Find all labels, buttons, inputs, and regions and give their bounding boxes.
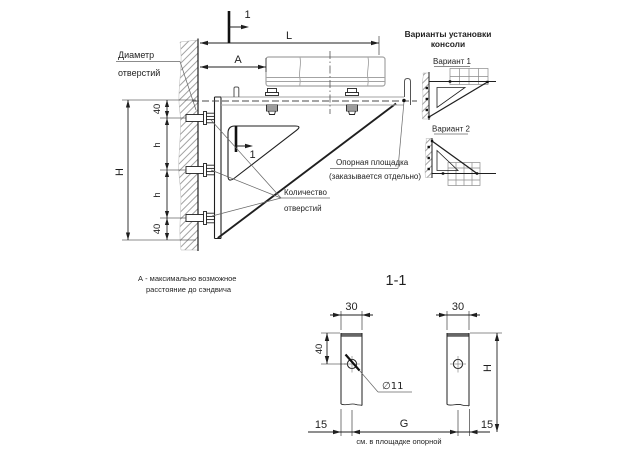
hole-diameter-label-2: отверстий	[118, 68, 161, 78]
section-mark-top	[229, 9, 251, 43]
left-plate-break-line	[341, 404, 362, 406]
support-pad-callout	[329, 99, 421, 181]
arm-bolt-2	[346, 89, 359, 115]
variant-2-diagram	[425, 125, 496, 186]
section-mark-inner	[236, 126, 256, 161]
hole-dia-callout	[360, 371, 413, 393]
section-note: см. в площадке опорной	[356, 437, 442, 446]
main-view	[114, 9, 421, 294]
v1-support-pad-grid	[450, 69, 488, 85]
support-pad-label-1: Опорная площадка	[336, 158, 409, 167]
section-view-1-1	[308, 273, 502, 446]
dim-40-bottom-label: 40	[152, 223, 163, 235]
dim-H-section	[470, 333, 502, 432]
v1-wall	[422, 73, 429, 119]
variant-1-diagram	[422, 57, 496, 120]
dim-15-left-label: 15	[314, 419, 328, 431]
hole-count-label-1: Количество	[284, 188, 327, 197]
section-mark-inner-label: 1	[249, 149, 256, 161]
variants-title-2: консоли	[430, 39, 466, 49]
variant-2-label: Вариант 2	[432, 124, 470, 134]
variants-title-1: Варианты установки	[404, 29, 492, 39]
dim-40-top-label: 40	[152, 103, 163, 115]
section-mark-top-label: 1	[244, 9, 251, 21]
right-plate-break-line	[447, 404, 469, 406]
v2-diagonal	[432, 141, 477, 174]
arm-clamp-bolts	[266, 89, 359, 115]
variants-panel	[405, 29, 496, 186]
section-right-plate	[447, 333, 470, 406]
note-line-2: расстояние до сэндвича	[146, 285, 232, 294]
left-plate-top-edge	[341, 333, 363, 337]
section-title: 1-1	[385, 273, 407, 289]
arm-bolt-1	[266, 89, 279, 115]
dim-h-upper-label: h	[152, 142, 163, 148]
dim-30-left	[330, 301, 373, 330]
dim-H-label: H	[114, 168, 126, 176]
dim-A	[200, 54, 266, 72]
dim-G-label: G	[399, 418, 409, 430]
gusset-cutout	[228, 126, 299, 180]
section-left-plate	[341, 333, 363, 406]
dim-L	[200, 30, 379, 55]
dim-h-lower-label: h	[152, 192, 163, 198]
dim-L-label: L	[285, 30, 293, 42]
hole-count-label-2: отверстий	[284, 204, 322, 213]
pad-left-hook	[234, 87, 239, 97]
dim-40-section-label: 40	[314, 343, 325, 355]
dim-40-section	[314, 333, 347, 364]
leader-dot	[402, 99, 405, 102]
dim-30-right-label: 30	[451, 301, 465, 313]
dim-30-right	[436, 301, 480, 330]
hole-count-callout	[211, 120, 330, 216]
hole-dia-label: ∅11	[382, 381, 404, 392]
note-max-distance	[138, 274, 236, 294]
dim-30-left-label: 30	[345, 301, 358, 313]
dim-A-label: A	[234, 54, 242, 66]
dim-15-right-label: 15	[480, 419, 494, 431]
hole-diameter-label-1: Диаметр	[118, 50, 155, 60]
v2-gusset	[437, 151, 458, 171]
note-line-1: А - максимально возможное	[138, 274, 237, 283]
right-plate-top-edge	[447, 333, 470, 337]
support-pad-label-2: (заказывается отдельно)	[329, 172, 422, 181]
v1-bolt-dots	[426, 80, 489, 118]
variant-1-label: Вариант 1	[433, 57, 471, 66]
dim-H-section-label: H	[482, 364, 494, 372]
dim-bottom-chain	[308, 409, 493, 446]
